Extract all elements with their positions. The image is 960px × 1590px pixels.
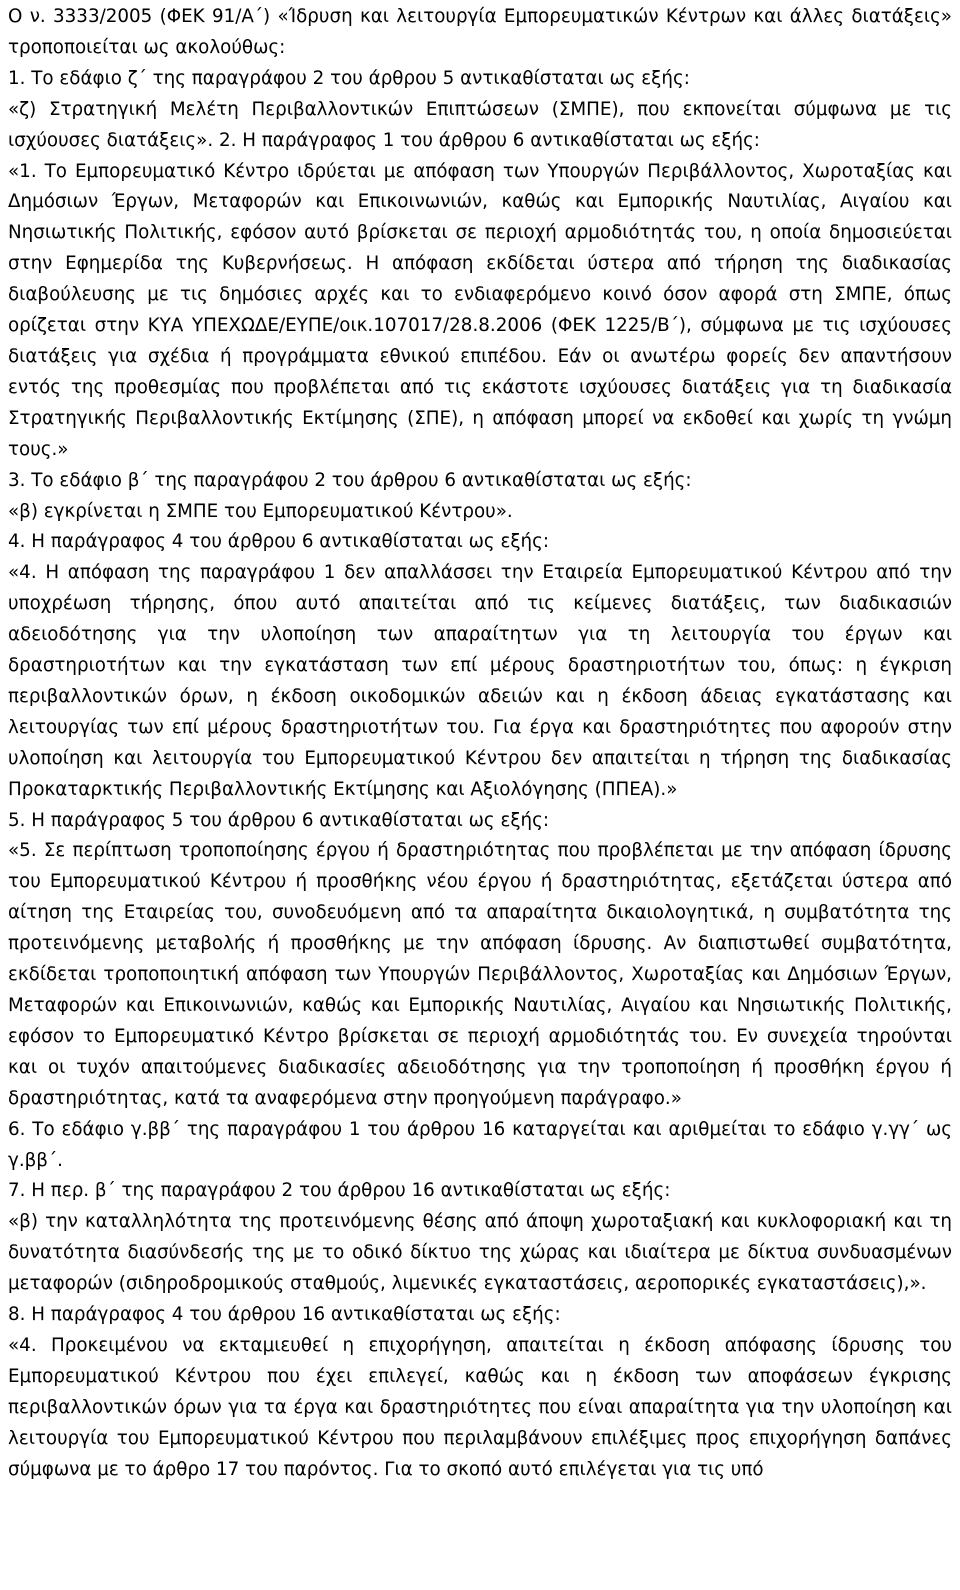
- item-3-text: «β) εγκρίνεται η ΣΜΠΕ του Εμπορευματικού Κέντρου».: [8, 500, 513, 522]
- item-4-heading: 4. Η παράγραφος 4 του άρθρου 6 αντικαθίσταται ως εξής:: [8, 531, 550, 553]
- item-1-text: «ζ) Στρατηγική Μελέτη Περιβαλλοντικών Επιπτώσεων (ΣΜΠΕ), που εκπονείται σύμφωνα με τις ισχύουσες διατάξεις». 2. Η παράγραφος 1 του άρθρου 6 αντικαθίσταται ως εξής:: [8, 98, 952, 151]
- item-7-text: «β) την καταλληλότητα της προτεινόμενης θέσης από άποψη χωροταξιακή και κυκλοφοριακή και τη δυνατότητα διασύνδεσής της με το οδικό δίκτυο της χώρας και ιδιαίτερα με δίκτυα συνδυασμένων μεταφορών (σιδηροδρομικούς σταθμούς, λιμενικές εγκαταστάσεις, αεροπορικές εγκαταστάσεις),».: [8, 1211, 952, 1295]
- item-1-heading: 1. Το εδάφιο ζ΄ της παραγράφου 2 του άρθρου 5 αντικαθίσταται ως εξής:: [8, 67, 690, 89]
- item-5-heading: 5. Η παράγραφος 5 του άρθρου 6 αντικαθίσταται ως εξής:: [8, 809, 550, 831]
- intro-paragraph: Ο ν. 3333/2005 (ΦΕΚ 91/Α΄) «Ίδρυση και λειτουργία Εμπορευματικών Κέντρων και άλλες διατάξεις» τροποποιείται ως ακολούθως:: [8, 6, 952, 58]
- item-8-heading: 8. Η παράγραφος 4 του άρθρου 16 αντικαθίσταται ως εξής:: [8, 1304, 561, 1326]
- document-page: [8, 0, 952, 1486]
- item-5-text: «5. Σε περίπτωση τροποποίησης έργου ή δραστηριότητας που προβλέπεται με την απόφαση ίδρυσης του Εμπορευματικού Κέντρου ή προσθήκης νέου έργου ή δραστηριότητας, εξετάζεται ύστερα από αίτηση της Εταιρείας του, συνοδευόμενη από τα απαραίτητα δικαιολογητικά, η συμβατότητα της προτεινόμενης μεταβολής ή προσθήκης με την απόφαση ίδρυσης. Αν διαπιστωθεί συμβατότητα, εκδίδεται τροποποιητική απόφαση των Υπουργών Περιβάλλοντος, Χωροταξίας και Δημόσιων Έργων, Μεταφορών και Επικοινωνιών, καθώς και Εμπορικής Ναυτιλίας, Αιγαίου και Νησιωτικής Πολιτικής, εφόσον το Εμπορευματικό Κέντρο βρίσκεται σε περιοχή αρμοδιότητάς του. Εν συνεχεία τηρούνται και οι τυχόν απαιτούμενες διαδικασίες αδειοδότησης για την τροποποίηση ή προσθήκη έργου ή δραστηριότητας, κατά τα αναφερόμενα στην προηγούμενη παράγραφο.»: [8, 840, 952, 1109]
- item-7-heading: 7. Η περ. β΄ της παραγράφου 2 του άρθρου 16 αντικαθίσταται ως εξής:: [8, 1180, 671, 1202]
- item-6-text: 6. Το εδάφιο γ.ββ΄ της παραγράφου 1 του άρθρου 16 καταργείται και αριθμείται το εδάφιο γ.γγ΄ ως γ.ββ΄.: [8, 1118, 952, 1171]
- item-3-heading: 3. Το εδάφιο β΄ της παραγράφου 2 του άρθρου 6 αντικαθίσταται ως εξής:: [8, 469, 692, 491]
- item-2-text: «1. Το Εμπορευματικό Κέντρο ιδρύεται με απόφαση των Υπουργών Περιβάλλοντος, Χωροταξίας και Δημόσιων Έργων, Μεταφορών και Επικοινωνιών, καθώς και Εμπορικής Ναυτιλίας, Αιγαίου και Νησιωτικής Πολιτικής, εφόσον αυτό βρίσκεται σε περιοχή αρμοδιότητάς του, η οποία δημοσιεύεται στην Εφημερίδα της Κυβερνήσεως. Η απόφαση εκδίδεται ύστερα από τήρηση της διαδικασίας διαβούλευσης με τις δημόσιες αρχές και το ενδιαφερόμενο κοινό όσον αφορά στη ΣΜΠΕ, όπως ορίζεται στην ΚΥΑ ΥΠΕΧΩΔΕ/ΕΥΠΕ/οικ.107017/28.8.2006 (ΦΕΚ 1225/Β΄), σύμφωνα με τις ισχύουσες διατάξεις για σχέδια ή προγράμματα εθνικού επιπέδου. Εάν οι ανωτέρω φορείς δεν απαντήσουν εντός της προθεσμίας που προβλέπεται από τις εκάστοτε ισχύουσες διατάξεις για τη διαδικασία Στρατηγικής Περιβαλλοντικής Εκτίμησης (ΣΠΕ), η απόφαση μπορεί να εκδοθεί και χωρίς τη γνώμη τους.»: [8, 160, 952, 460]
- item-8-text: «4. Προκειμένου να εκταμιευθεί η επιχορήγηση, απαιτείται η έκδοση απόφασης ίδρυσης του Εμπορευματικού Κέντρου που έχει επιλεγεί, καθώς και η έκδοση των αποφάσεων έγκρισης περιβαλλοντικών όρων για τα έργα και δραστηριότητες που είναι απαραίτητα για την υλοποίηση και λειτουργία του Εμπορευματικού Κέντρου που περιλαμβάνουν επιλέξιμες προς επιχορήγηση δαπάνες σύμφωνα με το άρθρο 17 του παρόντος. Για το σκοπό αυτό επιλέγεται για τις υπό: [8, 1334, 952, 1480]
- item-4-text: «4. Η απόφαση της παραγράφου 1 δεν απαλλάσσει την Εταιρεία Εμπορευματικού Κέντρου από την υποχρέωση τήρησης, όπου αυτό απαιτείται από τις κείμενες διατάξεις, των διαδικασιών αδειοδότησης για την υλοποίηση των απαραίτητων για τη λειτουργία του έργων και δραστηριοτήτων και την εγκατάσταση των επί μέρους δραστηριοτήτων του, όπως: η έγκριση περιβαλλοντικών όρων, η έκδοση οικοδομικών αδειών και η έκδοση άδειας εγκατάστασης και λειτουργίας των επί μέρους δραστηριοτήτων του. Για έργα και δραστηριότητες που αφορούν στην υλοποίηση και λειτουργία του Εμπορευματικού Κέντρου δεν απαιτείται η τήρηση της διαδικασίας Προκαταρκτικής Περιβαλλοντικής Εκτίμησης και Αξιολόγησης (ΠΠΕΑ).»: [8, 562, 952, 800]
